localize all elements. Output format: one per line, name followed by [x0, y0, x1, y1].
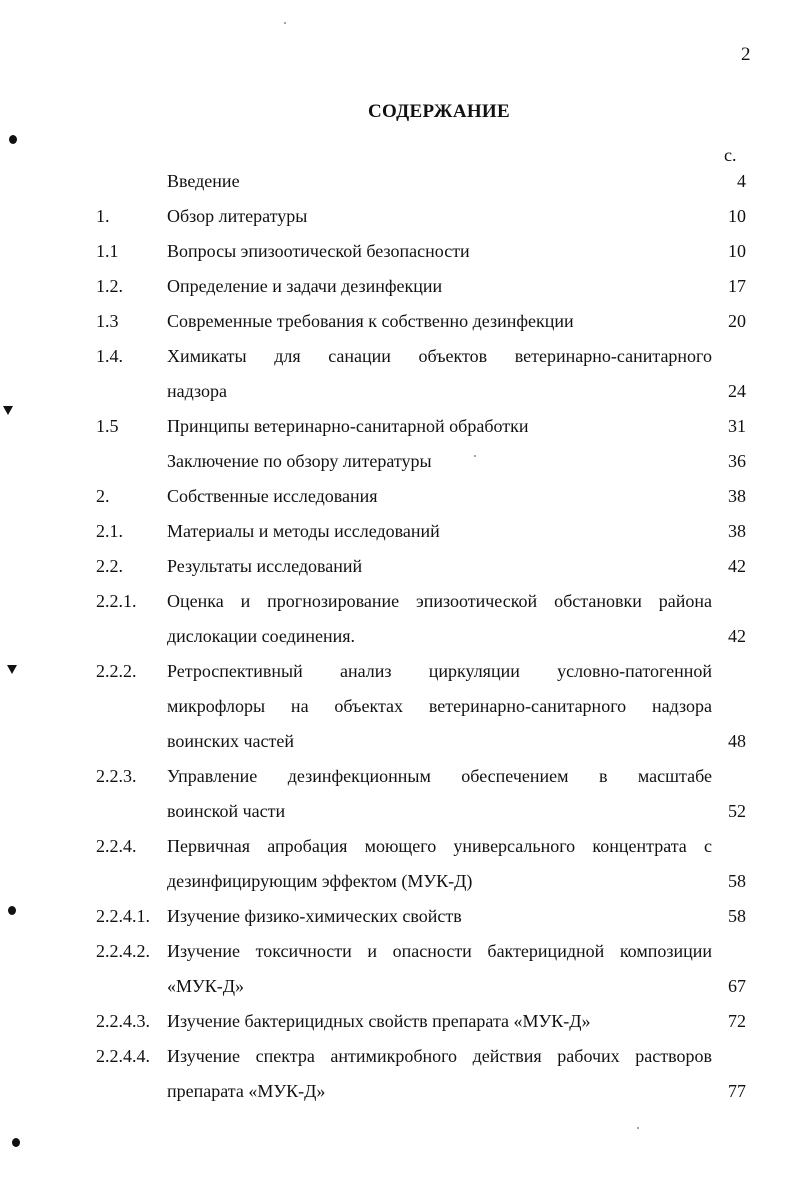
toc-entry-title: Вопросы эпизоотической безопасности	[167, 241, 470, 261]
toc-entry-page: 58	[728, 871, 746, 891]
toc-entry-page: 42	[728, 626, 746, 646]
toc-entry-title: Изучение спектра антимикробного действия рабочих растворов	[167, 1046, 712, 1066]
toc-entry-number: 2.1.	[96, 521, 123, 541]
toc-entry-title: Изучение физико-химических свойств	[167, 906, 462, 926]
toc-entry-title: Введение	[167, 171, 240, 191]
toc-entry-title: Результаты исследований	[167, 556, 363, 576]
toc-entry-page: 42	[728, 556, 746, 576]
toc-entry-page: 58	[728, 906, 746, 926]
toc-entry-page: 38	[728, 486, 746, 506]
toc-entry-page: 31	[728, 416, 746, 436]
scan-speck	[12, 1138, 20, 1147]
toc-entry-title: Изучение бактерицидных свойств препарата «МУК-Д»	[167, 1011, 591, 1031]
toc-entry-page: 52	[728, 801, 746, 821]
toc-entry-title: дислокации соединения.	[167, 626, 356, 646]
toc-entry-number: 1.5	[96, 416, 119, 436]
scan-speck	[9, 135, 17, 144]
toc-entry-title: Современные требования к собственно дезинфекции	[167, 311, 574, 331]
scan-dust	[637, 1127, 639, 1129]
toc-entry-number: 2.2.3.	[96, 766, 137, 786]
toc-entry-number: 2.2.1.	[96, 591, 137, 611]
toc-entry-page: 24	[728, 381, 746, 401]
toc-entry-page: 67	[728, 976, 746, 996]
toc-entry-title: Заключение по обзору литературы	[167, 451, 432, 471]
scan-speck	[7, 665, 17, 674]
scan-dust	[284, 22, 286, 24]
toc-entry-number: 1.2.	[96, 276, 123, 296]
scan-dust	[474, 455, 476, 457]
toc-entry-number: 1.1	[96, 241, 119, 261]
toc-entry-title: Собственные исследования	[167, 486, 378, 506]
toc-entry-title: Принципы ветеринарно-санитарной обработки	[167, 416, 529, 436]
toc-entry-title: Управление дезинфекционным обеспечением в масштабе	[167, 766, 712, 786]
toc-entry-number: 2.2.2.	[96, 661, 137, 681]
toc-entry-number: 1.4.	[96, 346, 123, 366]
page-title: СОДЕРЖАНИЕ	[368, 101, 510, 122]
scan-speck	[8, 906, 16, 915]
toc-entry-page: 48	[728, 731, 746, 751]
toc-entry-page: 36	[728, 451, 746, 471]
toc-entry-page: 17	[728, 276, 746, 296]
toc-entry-title: надзора	[167, 381, 227, 401]
toc-entry-number: 1.3	[96, 311, 119, 331]
toc-entry-page: 4	[737, 171, 746, 191]
toc-entry-title: Материалы и методы исследований	[167, 521, 440, 541]
toc-entry-title: Определение и задачи дезинфекции	[167, 276, 443, 296]
toc-entry-title: воинской части	[167, 801, 286, 821]
toc-entry-title: Первичная апробация моющего универсального концентрата с	[167, 836, 712, 856]
toc-entry-page: 38	[728, 521, 746, 541]
toc-entry-title: Обзор литературы	[167, 206, 308, 226]
toc-entry-title: Ретроспективный анализ циркуляции условно-патогенной	[167, 661, 712, 681]
scan-speck	[3, 406, 13, 415]
toc-entry-number: 2.2.	[96, 556, 123, 576]
toc-entry-page: 10	[728, 206, 746, 226]
toc-entry-number: 2.2.4.	[96, 836, 137, 856]
toc-entry-number: 2.2.4.1.	[96, 906, 150, 926]
toc-entry-number: 2.2.4.2.	[96, 941, 150, 961]
toc-entry-page: 72	[728, 1011, 746, 1031]
toc-entry-title: воинских частей	[167, 731, 295, 751]
toc-entry-page: 10	[728, 241, 746, 261]
toc-entry-title: «МУК-Д»	[167, 976, 245, 996]
toc-entry-page: 20	[728, 311, 746, 331]
toc-entry-number: 1.	[96, 206, 110, 226]
toc-entry-title: Изучение токсичности и опасности бактерицидной композиции	[167, 941, 712, 961]
toc-entry-title: Оценка и прогнозирование эпизоотической обстановки района	[167, 591, 712, 611]
toc-entry-title: препарата «МУК-Д»	[167, 1081, 326, 1101]
toc-entry-title: дезинфицирующим эффектом (МУК-Д)	[167, 871, 473, 891]
toc-entry-number: 2.	[96, 486, 110, 506]
toc-entry-title: Химикаты для санации объектов ветеринарно-санитарного	[167, 346, 712, 366]
toc-entry-number: 2.2.4.4.	[96, 1046, 150, 1066]
toc-entry-title: микрофлоры на объектах ветеринарно-санитарного надзора	[167, 696, 712, 716]
page-number: 2	[741, 44, 751, 65]
toc-entry-page: 77	[728, 1081, 746, 1101]
page-column-label: с.	[724, 145, 737, 165]
toc-entry-number: 2.2.4.3.	[96, 1011, 150, 1031]
